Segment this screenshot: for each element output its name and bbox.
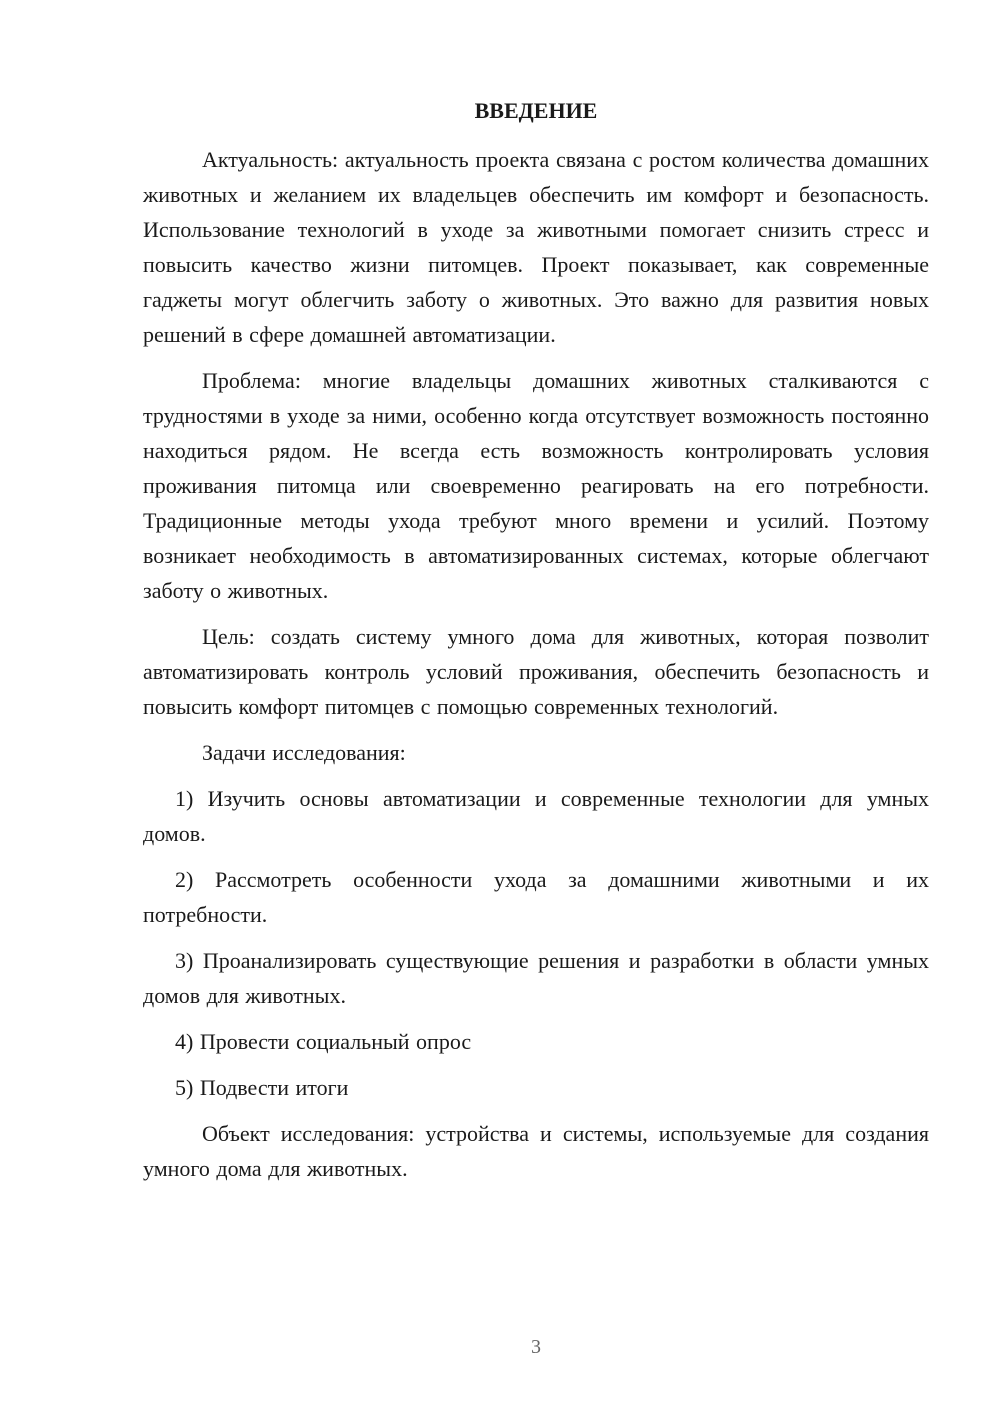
list-item: 4) Провести социальный опрос [175,1029,472,1054]
paragraph-relevance: Актуальность: актуальность проекта связана с ростом количества домашних животных и желанием их владельцев обеспечить им комфорт и безопасность. Использование технологий в уходе за животными помогает снизить стресс и повысить качество жизни питомцев. Проект показывает, как современные гаджеты могут облегчить заботу о животных. Это важно для развития новых решений в сфере домашней автоматизации. [143,147,929,347]
list-item: 3) Проанализировать существующие решения и разработки в области умных домов для животных. [143,948,929,1008]
paragraph-object: Объект исследования: устройства и системы, используемые для создания умного дома для животных. [143,1121,929,1181]
paragraph-goal: Цель: создать систему умного дома для животных, которая позволит автоматизировать контроль условий проживания, обеспечить безопасность и повысить комфорт питомцев с помощью современных технологий. [143,624,929,719]
page-number: 3 [531,1336,541,1358]
paragraph-tasks-heading: Задачи исследования: [202,740,406,765]
list-item: 2) Рассмотреть особенности ухода за домашними животными и их потребности. [143,867,929,927]
list-item: 1) Изучить основы автоматизации и современные технологии для умных домов. [143,786,929,846]
document-body [143,142,929,1197]
paragraph-problem: Проблема: многие владельцы домашних животных сталкиваются с трудностями в уходе за ними, особенно когда отсутствует возможность постоянно находиться рядом. Не всегда есть возможность контролировать условия проживания питомца или своевременно реагировать на его потребности. Традиционные методы ухода требуют много времени и усилий. Поэтому возникает необходимость в автоматизированных системах, которые облегчают заботу о животных. [143,368,929,603]
list-item: 5) Подвести итоги [175,1075,349,1100]
page-title: ВВЕДЕНИЕ [474,98,598,123]
